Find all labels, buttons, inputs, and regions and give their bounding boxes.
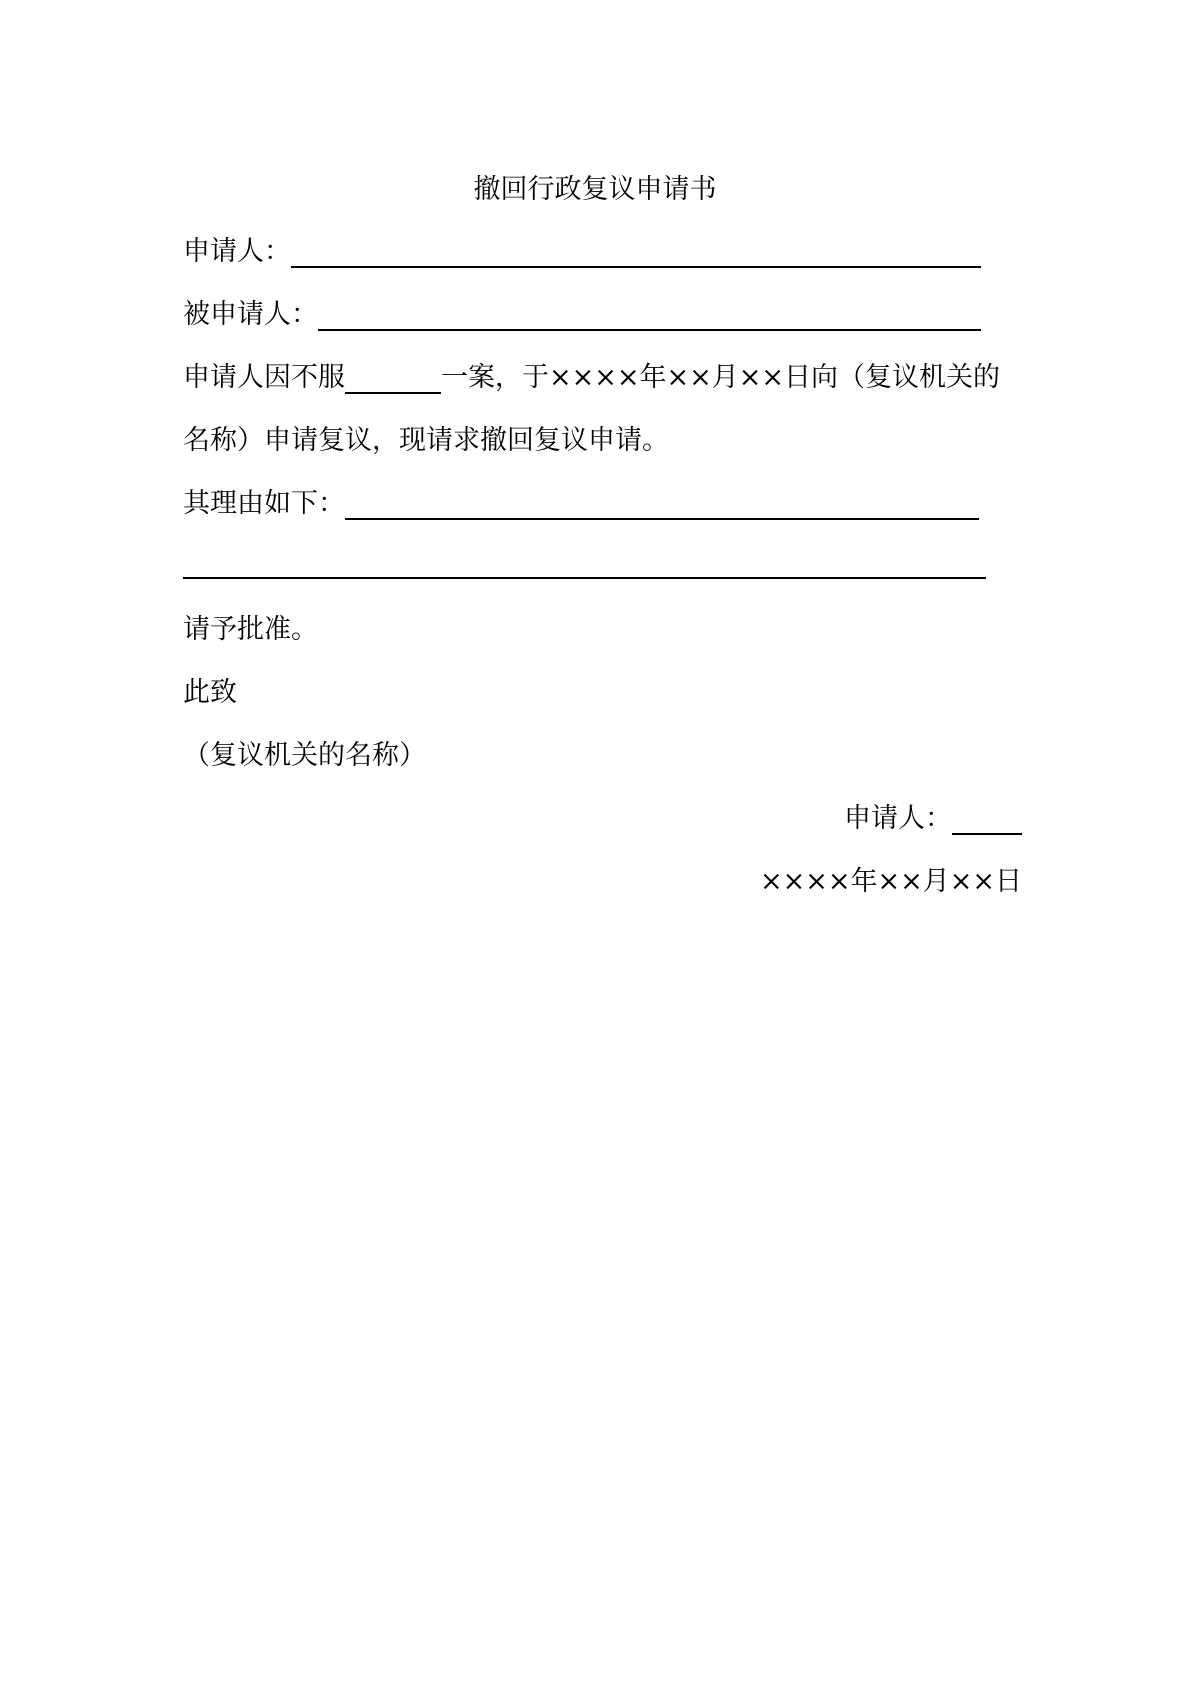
reason-label: 其理由如下： xyxy=(183,488,345,519)
respondent-label: 被申请人： xyxy=(183,299,318,330)
recipient-line xyxy=(183,738,426,774)
reason-blank-2[interactable] xyxy=(183,549,986,579)
signature-label: 申请人： xyxy=(844,803,952,834)
signature-line xyxy=(844,801,1022,837)
respondent-line xyxy=(183,297,981,333)
document-title-text: 撤回行政复议申请书 xyxy=(473,174,717,205)
case-line-2 xyxy=(183,423,669,459)
applicant-label: 申请人： xyxy=(183,236,291,267)
applicant-line xyxy=(183,234,981,270)
salutation-text: 此致 xyxy=(183,677,237,708)
reason-line-2 xyxy=(183,549,986,581)
approval-text: 请予批准。 xyxy=(183,614,318,645)
case-text-line2: 名称）申请复议，现请求撤回复议申请。 xyxy=(183,425,669,456)
case-text-suffix: 一案，于××××年××月××日向（复议机关的 xyxy=(441,362,1000,393)
case-blank[interactable] xyxy=(345,364,441,394)
signature-blank[interactable] xyxy=(952,805,1022,835)
case-line xyxy=(183,360,1000,396)
salutation-line xyxy=(183,675,237,711)
case-text-prefix: 申请人因不服 xyxy=(183,362,345,393)
approval-line xyxy=(183,612,318,648)
reason-blank[interactable] xyxy=(345,490,979,520)
respondent-blank[interactable] xyxy=(318,301,981,331)
date-line xyxy=(760,864,1022,900)
reason-line xyxy=(183,486,979,522)
applicant-blank[interactable] xyxy=(291,238,981,268)
date-text: ××××年××月××日 xyxy=(760,866,1022,897)
document-title xyxy=(0,172,1190,208)
recipient-text: （复议机关的名称） xyxy=(183,740,426,771)
